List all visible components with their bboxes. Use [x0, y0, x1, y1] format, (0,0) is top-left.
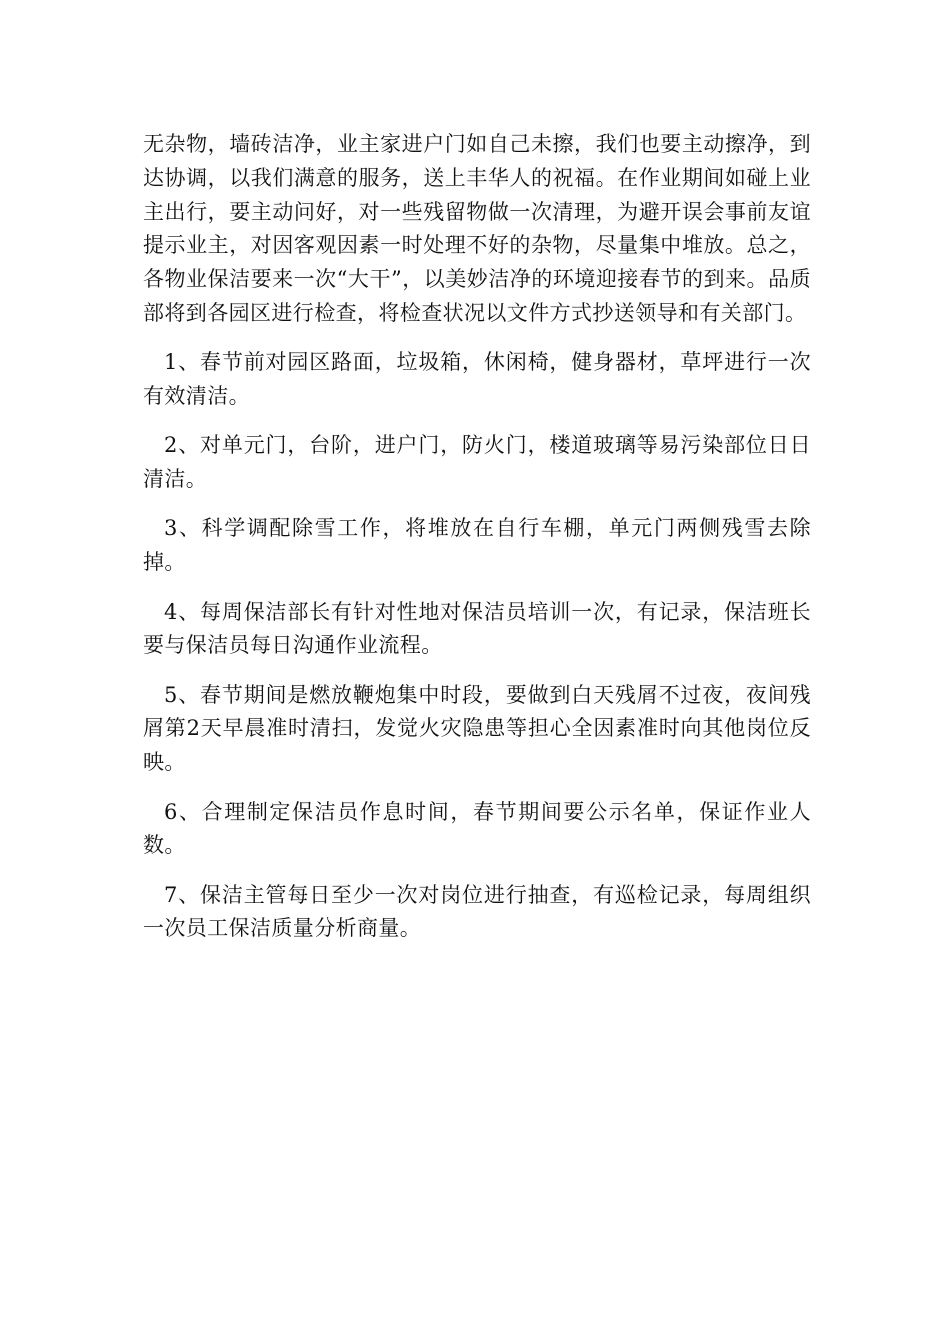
- list-item: 5、春节期间是燃放鞭炮集中时段，要做到白天残屑不过夜，夜间残屑第2天早晨准时清扫，发觉火灾隐患等担心全因素准时向其他岗位反映。: [143, 682, 811, 775]
- list-item: 1、春节前对园区路面，垃圾箱，休闲椅，健身器材，草坪进行一次有效清洁。: [143, 350, 811, 409]
- list-item: 7、保洁主管每日至少一次对岗位进行抽查，有巡检记录，每周组织一次员工保洁质量分析商量。: [143, 882, 811, 941]
- intro-paragraph: 无杂物，墙砖洁净，业主家进户门如自己未擦，我们也要主动擦净，到达协调，以我们满意的服务，送上丰华人的祝福。在作业期间如碰上业主出行，要主动问好，对一些残留物做一次清理，为避开误会事前友谊提示业主，对因客观因素一时处理不好的杂物，尽量集中堆放。总之，各物业保洁要来一次“大干”，以美妙洁净的环境迎接春节的到来。品质部将到各园区进行检查，将检查状况以文件方式抄送领导和有关部门。: [143, 132, 811, 325]
- list-item: 2、对单元门，台阶，进户门，防火门，楼道玻璃等易污染部位日日清洁。: [143, 433, 811, 492]
- list-item: 4、每周保洁部长有针对性地对保洁员培训一次，有记录，保洁班长要与保洁员每日沟通作业流程。: [143, 599, 811, 658]
- document-body: [143, 128, 811, 962]
- list-item: 3、科学调配除雪工作，将堆放在自行车棚，单元门两侧残雪去除掉。: [143, 516, 811, 575]
- list-item: 6、合理制定保洁员作息时间，春节期间要公示名单，保证作业人数。: [143, 799, 811, 858]
